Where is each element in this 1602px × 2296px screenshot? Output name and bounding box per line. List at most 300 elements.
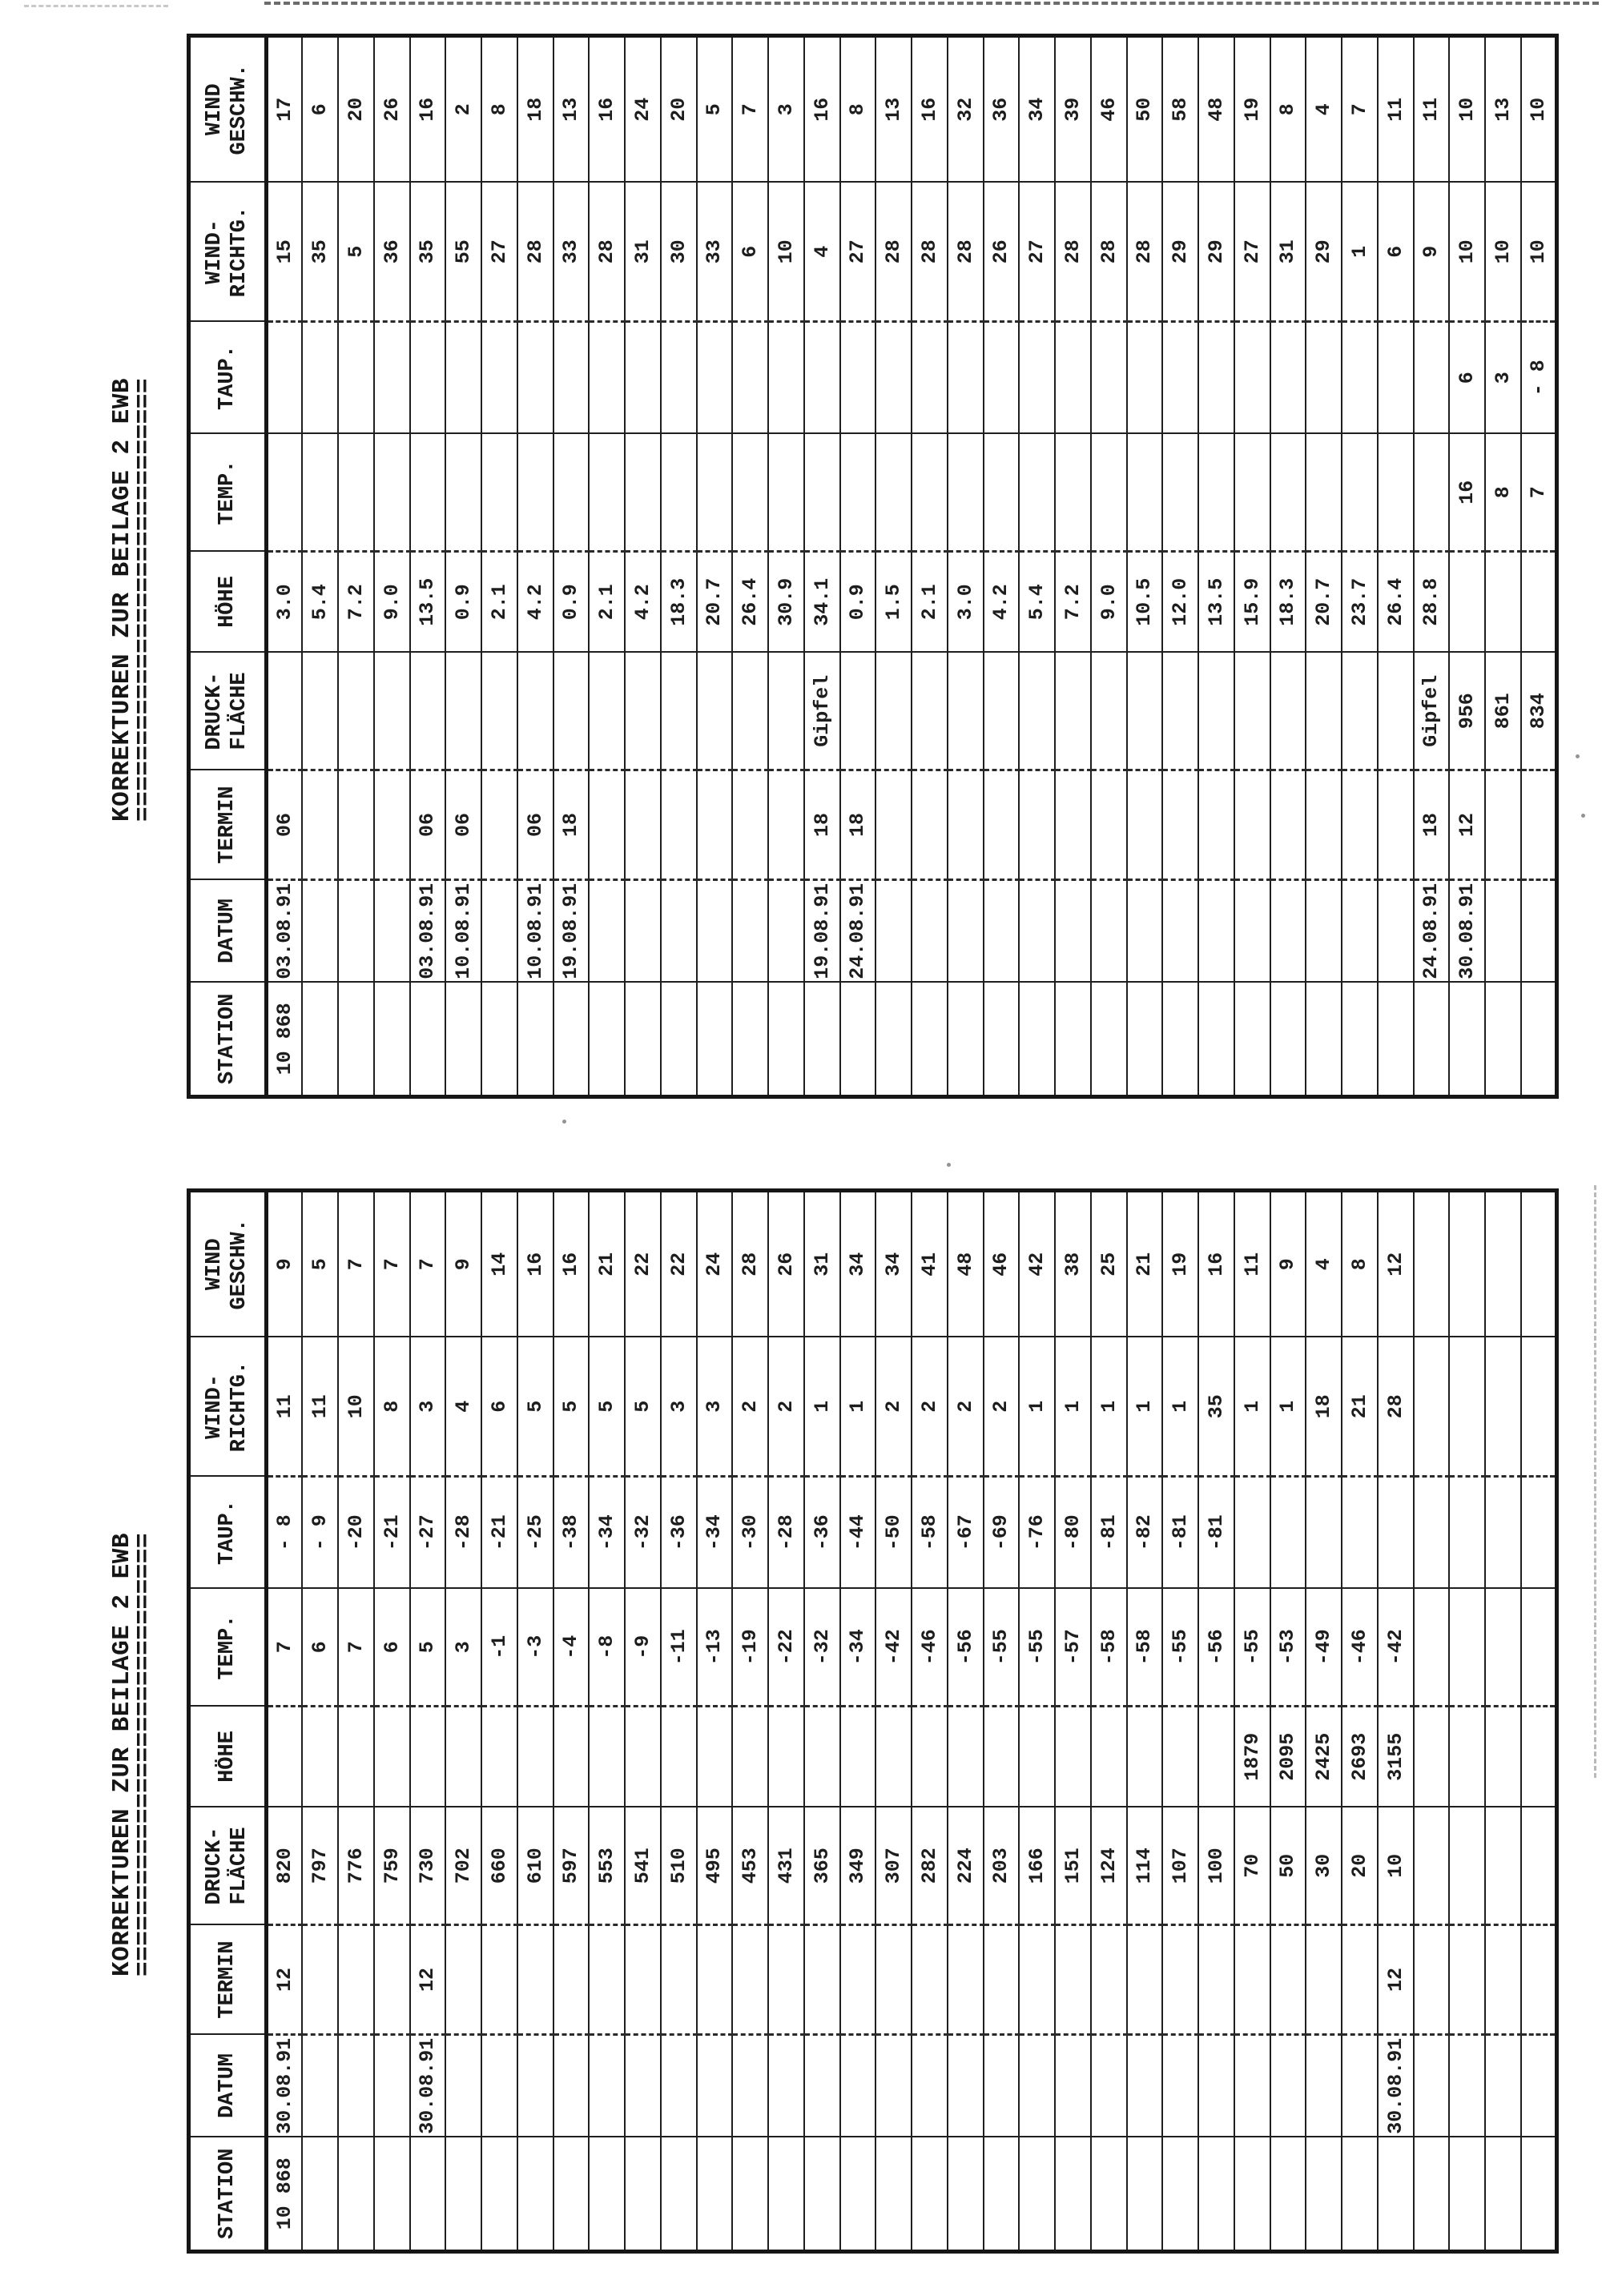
cell-taup bbox=[1521, 1477, 1557, 1589]
cell-hoehe bbox=[338, 1707, 374, 1807]
cell-temp bbox=[481, 434, 517, 552]
table-row bbox=[445, 36, 481, 1097]
cell-station bbox=[804, 2137, 840, 2252]
cell-station bbox=[1342, 983, 1378, 1097]
header-cell-hoehe: HÖHE bbox=[189, 552, 267, 653]
cell-windgeschw: 46 bbox=[1091, 36, 1127, 183]
cell-windgeschw: 5 bbox=[697, 36, 733, 183]
cell-temp: -58 bbox=[1127, 1589, 1163, 1707]
cell-druckflaeche: 597 bbox=[553, 1807, 590, 1925]
cell-taup bbox=[768, 322, 804, 434]
cell-windrichtg: 11 bbox=[302, 1337, 338, 1477]
cell-druckflaeche bbox=[589, 653, 625, 770]
table-row bbox=[374, 36, 410, 1097]
cell-temp: -49 bbox=[1306, 1589, 1342, 1707]
cell-station bbox=[1055, 2137, 1091, 2252]
cell-temp: 7 bbox=[1521, 434, 1557, 552]
table-row bbox=[661, 36, 697, 1097]
cell-temp: -42 bbox=[875, 1589, 912, 1707]
cell-druckflaeche bbox=[1449, 1807, 1485, 1925]
cell-windrichtg: 5 bbox=[517, 1337, 553, 1477]
cell-taup: -36 bbox=[661, 1477, 697, 1589]
cell-windgeschw: 8 bbox=[1342, 1191, 1378, 1337]
table-row bbox=[1270, 36, 1306, 1097]
cell-hoehe: 2095 bbox=[1270, 1707, 1306, 1807]
cell-druckflaeche: 759 bbox=[374, 1807, 410, 1925]
cell-taup: -36 bbox=[804, 1477, 840, 1589]
cell-windrichtg: 27 bbox=[481, 183, 517, 322]
cell-termin bbox=[1234, 770, 1270, 880]
cell-station bbox=[912, 2137, 948, 2252]
cell-windrichtg: 2 bbox=[732, 1337, 768, 1477]
cell-windrichtg: 2 bbox=[912, 1337, 948, 1477]
cell-datum bbox=[912, 2035, 948, 2137]
cell-datum bbox=[912, 880, 948, 983]
table-row bbox=[374, 1191, 410, 2252]
cell-druckflaeche: 307 bbox=[875, 1807, 912, 1925]
cell-druckflaeche: 610 bbox=[517, 1807, 553, 1925]
cell-windgeschw: 2 bbox=[445, 36, 481, 183]
cell-datum: 10.08.91 bbox=[517, 880, 553, 983]
cell-windrichtg: 5 bbox=[589, 1337, 625, 1477]
cell-datum: 30.08.91 bbox=[267, 2035, 303, 2137]
cell-datum bbox=[1234, 880, 1270, 983]
cell-hoehe: 2693 bbox=[1342, 1707, 1378, 1807]
cell-windrichtg: 1 bbox=[1162, 1337, 1198, 1477]
cell-station bbox=[984, 2137, 1020, 2252]
table-row bbox=[661, 1191, 697, 2252]
cell-temp: -46 bbox=[912, 1589, 948, 1707]
cell-datum bbox=[553, 2035, 590, 2137]
table-row bbox=[1306, 1191, 1342, 2252]
cell-termin bbox=[661, 1925, 697, 2035]
scan-edge-dashes-top-left bbox=[24, 5, 168, 7]
cell-temp: -55 bbox=[1019, 1589, 1055, 1707]
cell-datum: 24.08.91 bbox=[840, 880, 876, 983]
cell-datum: 30.08.91 bbox=[1449, 880, 1485, 983]
header-cell-temp: TEMP. bbox=[189, 1589, 267, 1707]
cell-hoehe bbox=[589, 1707, 625, 1807]
header-cell-temp: TEMP. bbox=[189, 434, 267, 552]
header-cell-taup: TAUP. bbox=[189, 1477, 267, 1589]
cell-temp: -42 bbox=[1378, 1589, 1414, 1707]
cell-taup bbox=[1234, 1477, 1270, 1589]
cell-hoehe: 0.9 bbox=[445, 552, 481, 653]
cell-hoehe: 28.8 bbox=[1414, 552, 1450, 653]
cell-datum bbox=[984, 880, 1020, 983]
table-row bbox=[1342, 1191, 1378, 2252]
cell-windgeschw: 19 bbox=[1234, 36, 1270, 183]
cell-hoehe: 0.9 bbox=[840, 552, 876, 653]
scan-speck bbox=[562, 1120, 566, 1124]
cell-windrichtg: 5 bbox=[338, 183, 374, 322]
cell-hoehe bbox=[1091, 1707, 1127, 1807]
cell-hoehe bbox=[1055, 1707, 1091, 1807]
cell-termin bbox=[661, 770, 697, 880]
cell-datum bbox=[768, 880, 804, 983]
cell-datum bbox=[1414, 2035, 1450, 2137]
cell-station bbox=[875, 983, 912, 1097]
cell-station bbox=[1378, 2137, 1414, 2252]
cell-datum bbox=[1270, 880, 1306, 983]
cell-windrichtg: 29 bbox=[1162, 183, 1198, 322]
cell-druckflaeche: 114 bbox=[1127, 1807, 1163, 1925]
cell-hoehe bbox=[1521, 552, 1557, 653]
cell-windgeschw: 6 bbox=[302, 36, 338, 183]
cell-taup: -69 bbox=[984, 1477, 1020, 1589]
table-row bbox=[1198, 36, 1234, 1097]
cell-druckflaeche bbox=[302, 653, 338, 770]
cell-windgeschw: 13 bbox=[875, 36, 912, 183]
cell-windrichtg: 15 bbox=[267, 183, 303, 322]
cell-windgeschw: 25 bbox=[1091, 1191, 1127, 1337]
cell-temp bbox=[1449, 1589, 1485, 1707]
cell-taup bbox=[697, 322, 733, 434]
table-row bbox=[302, 36, 338, 1097]
cell-temp: -11 bbox=[661, 1589, 697, 1707]
cell-taup bbox=[481, 322, 517, 434]
cell-windgeschw: 46 bbox=[984, 1191, 1020, 1337]
cell-datum bbox=[1306, 2035, 1342, 2137]
cell-termin bbox=[481, 770, 517, 880]
cell-taup: -34 bbox=[697, 1477, 733, 1589]
cell-termin bbox=[1019, 770, 1055, 880]
cell-temp bbox=[697, 434, 733, 552]
cell-windgeschw: 10 bbox=[1521, 36, 1557, 183]
cell-taup bbox=[1306, 1477, 1342, 1589]
cell-windgeschw: 8 bbox=[840, 36, 876, 183]
cell-windgeschw: 34 bbox=[875, 1191, 912, 1337]
cell-temp: -55 bbox=[984, 1589, 1020, 1707]
cell-windrichtg: 9 bbox=[1414, 183, 1450, 322]
cell-temp bbox=[1414, 434, 1450, 552]
cell-druckflaeche: 282 bbox=[912, 1807, 948, 1925]
table-row bbox=[912, 1191, 948, 2252]
cell-datum: 30.08.91 bbox=[1378, 2035, 1414, 2137]
cell-termin bbox=[1055, 770, 1091, 880]
cell-windgeschw: 22 bbox=[661, 1191, 697, 1337]
cell-termin: 12 bbox=[1378, 1925, 1414, 2035]
cell-windgeschw: 7 bbox=[338, 1191, 374, 1337]
table-row bbox=[804, 36, 840, 1097]
cell-datum: 10.08.91 bbox=[445, 880, 481, 983]
table-row bbox=[1019, 1191, 1055, 2252]
cell-druckflaeche: 820 bbox=[267, 1807, 303, 1925]
cell-windrichtg: 28 bbox=[1127, 183, 1163, 322]
cell-termin bbox=[875, 1925, 912, 2035]
cell-windrichtg: 27 bbox=[840, 183, 876, 322]
table-row bbox=[1342, 36, 1378, 1097]
table-row bbox=[410, 36, 446, 1097]
table-row bbox=[697, 1191, 733, 2252]
cell-station bbox=[1485, 2137, 1521, 2252]
cell-temp: -53 bbox=[1270, 1589, 1306, 1707]
cell-windrichtg: 28 bbox=[1055, 183, 1091, 322]
cell-druckflaeche bbox=[553, 653, 590, 770]
cell-windgeschw: 5 bbox=[302, 1191, 338, 1337]
header-cell-taup: TAUP. bbox=[189, 322, 267, 434]
cell-windgeschw: 24 bbox=[697, 1191, 733, 1337]
cell-termin bbox=[875, 770, 912, 880]
cell-druckflaeche bbox=[625, 653, 661, 770]
cell-windgeschw: 58 bbox=[1162, 36, 1198, 183]
table-row bbox=[1019, 36, 1055, 1097]
cell-windrichtg: 4 bbox=[804, 183, 840, 322]
cell-datum bbox=[1019, 880, 1055, 983]
cell-temp: 5 bbox=[410, 1589, 446, 1707]
cell-windgeschw: 19 bbox=[1162, 1191, 1198, 1337]
table-row bbox=[1055, 36, 1091, 1097]
cell-termin: 06 bbox=[445, 770, 481, 880]
cell-druckflaeche bbox=[1127, 653, 1163, 770]
cell-temp bbox=[1019, 434, 1055, 552]
cell-station bbox=[1270, 2137, 1306, 2252]
cell-hoehe: 3.0 bbox=[267, 552, 303, 653]
cell-temp bbox=[1378, 434, 1414, 552]
cell-taup: 3 bbox=[1485, 322, 1521, 434]
cell-windgeschw: 31 bbox=[804, 1191, 840, 1337]
table-row bbox=[768, 1191, 804, 2252]
cell-windgeschw: 7 bbox=[732, 36, 768, 183]
cell-hoehe: 34.1 bbox=[804, 552, 840, 653]
cell-datum bbox=[302, 2035, 338, 2137]
cell-taup bbox=[1055, 322, 1091, 434]
cell-windrichtg: 11 bbox=[267, 1337, 303, 1477]
cell-windrichtg bbox=[1485, 1337, 1521, 1477]
cell-windgeschw: 7 bbox=[410, 1191, 446, 1337]
cell-station bbox=[517, 983, 553, 1097]
rotated-sheet-block-2 bbox=[108, 1188, 1556, 2254]
cell-termin bbox=[1091, 770, 1127, 880]
cell-windgeschw: 42 bbox=[1019, 1191, 1055, 1337]
cell-temp bbox=[445, 434, 481, 552]
cell-hoehe: 0.9 bbox=[553, 552, 590, 653]
cell-station bbox=[697, 983, 733, 1097]
cell-hoehe bbox=[912, 1707, 948, 1807]
cell-hoehe bbox=[553, 1707, 590, 1807]
cell-windrichtg: 10 bbox=[1521, 183, 1557, 322]
cell-station bbox=[840, 983, 876, 1097]
cell-taup bbox=[1414, 322, 1450, 434]
cell-taup bbox=[1162, 322, 1198, 434]
cell-taup: -80 bbox=[1055, 1477, 1091, 1589]
header-row bbox=[189, 36, 267, 1097]
cell-hoehe: 2.1 bbox=[912, 552, 948, 653]
cell-windrichtg: 33 bbox=[553, 183, 590, 322]
cell-windrichtg: 10 bbox=[1449, 183, 1485, 322]
cell-windgeschw: 4 bbox=[1306, 36, 1342, 183]
cell-windrichtg: 2 bbox=[948, 1337, 984, 1477]
cell-windrichtg: 2 bbox=[768, 1337, 804, 1477]
cell-taup: -44 bbox=[840, 1477, 876, 1589]
cell-datum bbox=[732, 880, 768, 983]
cell-station bbox=[732, 2137, 768, 2252]
table-row bbox=[984, 36, 1020, 1097]
cell-druckflaeche: 453 bbox=[732, 1807, 768, 1925]
table-row bbox=[732, 1191, 768, 2252]
cell-temp: -56 bbox=[948, 1589, 984, 1707]
cell-taup bbox=[1378, 1477, 1414, 1589]
cell-druckflaeche bbox=[338, 653, 374, 770]
cell-windrichtg: 18 bbox=[1306, 1337, 1342, 1477]
cell-temp bbox=[1055, 434, 1091, 552]
cell-taup bbox=[984, 322, 1020, 434]
cell-taup: -21 bbox=[481, 1477, 517, 1589]
cell-windrichtg bbox=[1449, 1337, 1485, 1477]
cell-temp bbox=[661, 434, 697, 552]
cell-station bbox=[1521, 2137, 1557, 2252]
cell-hoehe bbox=[445, 1707, 481, 1807]
cell-station bbox=[1091, 2137, 1127, 2252]
header-cell-windgeschw: WIND GESCHW. bbox=[189, 36, 267, 183]
cell-termin bbox=[768, 1925, 804, 2035]
cell-taup: -81 bbox=[1198, 1477, 1234, 1589]
cell-hoehe: 2425 bbox=[1306, 1707, 1342, 1807]
cell-termin bbox=[948, 770, 984, 880]
table-row bbox=[1198, 1191, 1234, 2252]
cell-datum bbox=[1055, 2035, 1091, 2137]
cell-windrichtg: 33 bbox=[697, 183, 733, 322]
cell-windrichtg: 21 bbox=[1342, 1337, 1378, 1477]
cell-station bbox=[768, 2137, 804, 2252]
cell-hoehe: 2.1 bbox=[589, 552, 625, 653]
table-row bbox=[875, 36, 912, 1097]
cell-druckflaeche bbox=[1414, 1807, 1450, 1925]
cell-taup: -21 bbox=[374, 1477, 410, 1589]
cell-taup: -81 bbox=[1091, 1477, 1127, 1589]
scan-speck bbox=[1576, 754, 1580, 758]
cell-windrichtg: 28 bbox=[1378, 1337, 1414, 1477]
cell-hoehe bbox=[661, 1707, 697, 1807]
cell-windgeschw: 22 bbox=[625, 1191, 661, 1337]
cell-druckflaeche: 107 bbox=[1162, 1807, 1198, 1925]
cell-hoehe bbox=[768, 1707, 804, 1807]
cell-datum bbox=[1127, 2035, 1163, 2137]
cell-taup bbox=[1198, 322, 1234, 434]
cell-station bbox=[445, 2137, 481, 2252]
cell-temp: -13 bbox=[697, 1589, 733, 1707]
cell-druckflaeche: 365 bbox=[804, 1807, 840, 1925]
table-row bbox=[840, 36, 876, 1097]
cell-station bbox=[948, 2137, 984, 2252]
cell-windrichtg: 10 bbox=[768, 183, 804, 322]
cell-temp bbox=[589, 434, 625, 552]
cell-termin bbox=[912, 770, 948, 880]
cell-termin bbox=[1198, 770, 1234, 880]
cell-station bbox=[374, 2137, 410, 2252]
table-row bbox=[553, 36, 590, 1097]
cell-termin bbox=[1485, 770, 1521, 880]
cell-temp: 16 bbox=[1449, 434, 1485, 552]
cell-termin bbox=[302, 1925, 338, 2035]
cell-temp bbox=[302, 434, 338, 552]
cell-station bbox=[912, 983, 948, 1097]
header-row bbox=[189, 1191, 267, 2252]
cell-druckflaeche bbox=[1234, 653, 1270, 770]
cell-termin bbox=[625, 770, 661, 880]
table-row bbox=[1378, 1191, 1414, 2252]
cell-station bbox=[445, 983, 481, 1097]
cell-datum bbox=[804, 2035, 840, 2137]
cell-windgeschw bbox=[1485, 1191, 1521, 1337]
cell-druckflaeche: 730 bbox=[410, 1807, 446, 1925]
cell-windgeschw: 16 bbox=[553, 1191, 590, 1337]
cell-druckflaeche bbox=[267, 653, 303, 770]
cell-windrichtg: 1 bbox=[1234, 1337, 1270, 1477]
cell-termin bbox=[984, 770, 1020, 880]
cell-taup: -38 bbox=[553, 1477, 590, 1589]
cell-temp: 3 bbox=[445, 1589, 481, 1707]
table-row bbox=[1091, 1191, 1127, 2252]
cell-windgeschw bbox=[1449, 1191, 1485, 1337]
cell-hoehe bbox=[875, 1707, 912, 1807]
cell-windgeschw: 13 bbox=[1485, 36, 1521, 183]
cell-windgeschw: 18 bbox=[517, 36, 553, 183]
cell-windgeschw: 14 bbox=[481, 1191, 517, 1337]
table-row bbox=[984, 1191, 1020, 2252]
cell-temp: -9 bbox=[625, 1589, 661, 1707]
cell-temp: 6 bbox=[374, 1589, 410, 1707]
cell-datum: 19.08.91 bbox=[804, 880, 840, 983]
cell-datum bbox=[1521, 880, 1557, 983]
cell-druckflaeche: Gipfel bbox=[1414, 653, 1450, 770]
cell-hoehe: 3.0 bbox=[948, 552, 984, 653]
scan-speck bbox=[1581, 814, 1585, 818]
cell-druckflaeche bbox=[1091, 653, 1127, 770]
cell-hoehe: 13.5 bbox=[1198, 552, 1234, 653]
cell-termin bbox=[1485, 1925, 1521, 2035]
cell-temp: -56 bbox=[1198, 1589, 1234, 1707]
cell-hoehe: 5.4 bbox=[1019, 552, 1055, 653]
cell-druckflaeche bbox=[875, 653, 912, 770]
cell-termin bbox=[768, 770, 804, 880]
table-row bbox=[302, 1191, 338, 2252]
cell-hoehe bbox=[625, 1707, 661, 1807]
cell-station bbox=[625, 2137, 661, 2252]
cell-windgeschw: 11 bbox=[1234, 1191, 1270, 1337]
cell-druckflaeche: 541 bbox=[625, 1807, 661, 1925]
cell-station bbox=[661, 2137, 697, 2252]
cell-taup: - 9 bbox=[302, 1477, 338, 1589]
cell-hoehe bbox=[410, 1707, 446, 1807]
cell-taup bbox=[517, 322, 553, 434]
cell-temp bbox=[410, 434, 446, 552]
cell-station bbox=[697, 2137, 733, 2252]
table-row bbox=[410, 1191, 446, 2252]
cell-windrichtg: 55 bbox=[445, 183, 481, 322]
cell-windrichtg: 1 bbox=[1127, 1337, 1163, 1477]
cell-temp bbox=[1414, 1589, 1450, 1707]
cell-windgeschw: 9 bbox=[267, 1191, 303, 1337]
table-row bbox=[338, 1191, 374, 2252]
cell-temp bbox=[984, 434, 1020, 552]
cell-taup bbox=[589, 322, 625, 434]
cell-station: 10 868 bbox=[267, 983, 303, 1097]
cell-datum bbox=[1306, 880, 1342, 983]
cell-windgeschw bbox=[1521, 1191, 1557, 1337]
cell-taup bbox=[1342, 1477, 1378, 1589]
cell-datum bbox=[732, 2035, 768, 2137]
cell-datum bbox=[338, 880, 374, 983]
cell-station bbox=[1127, 2137, 1163, 2252]
cell-hoehe: 26.4 bbox=[732, 552, 768, 653]
cell-hoehe: 30.9 bbox=[768, 552, 804, 653]
correction-table-1 bbox=[187, 34, 1559, 1099]
cell-windgeschw: 48 bbox=[1198, 36, 1234, 183]
cell-windrichtg: 3 bbox=[410, 1337, 446, 1477]
cell-station bbox=[553, 2137, 590, 2252]
cell-termin: 12 bbox=[410, 1925, 446, 2035]
